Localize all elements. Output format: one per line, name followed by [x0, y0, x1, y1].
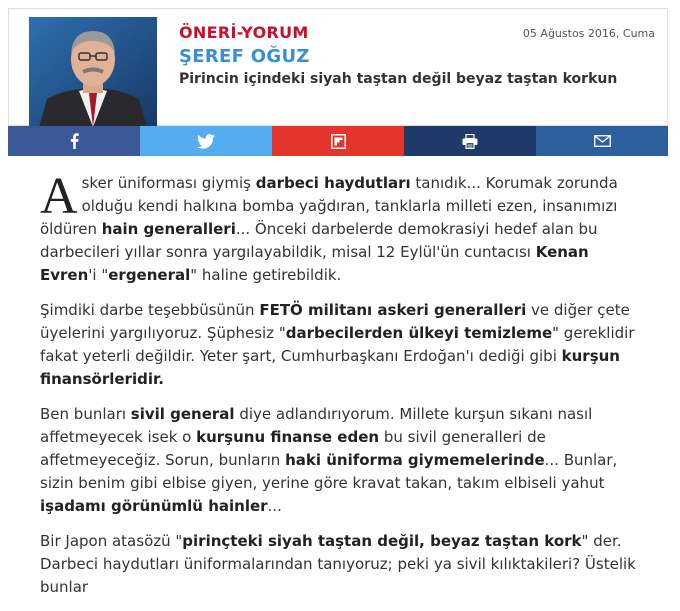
facebook-share-button[interactable]	[8, 126, 140, 156]
paragraph-2	[40, 299, 640, 391]
text: diye adlandırıyorum. Millete kurşun sıkanı nasıl affetmeyecek isek o	[40, 405, 593, 446]
flipboard-share-button[interactable]	[272, 126, 404, 156]
share-bar	[8, 126, 668, 156]
text: ... Önceki darbelerde demokrasiyi hedef alan bu darbecileri yıllar sonra yargılayabildik, misal 12 Eylül'ün cuntacısı	[40, 220, 598, 261]
bold-text: darbeci haydutları	[255, 174, 411, 192]
text: 'i "	[88, 266, 109, 284]
paragraph-3	[40, 403, 640, 518]
author-name[interactable]: ŞEREF OĞUZ	[179, 46, 310, 67]
print-button[interactable]	[404, 126, 536, 156]
bold-text: Kenan Evren	[40, 243, 589, 284]
text: sker üniforması giymiş	[81, 174, 256, 192]
bold-text: sivil general	[130, 405, 235, 423]
publish-date: 05 Ağustos 2016, Cuma	[522, 27, 655, 40]
article-header	[8, 8, 668, 126]
twitter-share-button[interactable]	[140, 126, 272, 156]
author-photo	[29, 17, 157, 127]
bold-text: hain generalleri	[101, 220, 236, 238]
flipboard-icon	[331, 134, 346, 149]
facebook-icon	[68, 133, 80, 149]
bold-text: haki üniforma giymemelerinde	[285, 451, 545, 469]
text: " haline getirebildik.	[190, 266, 342, 284]
twitter-icon	[197, 134, 215, 149]
text: ...	[267, 497, 282, 515]
print-icon	[462, 134, 478, 149]
paragraph-1	[40, 168, 640, 287]
article-headline: Pirincin içindeki siyah taştan değil beyaz taştan korkun	[179, 71, 618, 87]
text: ve diğer çete üyelerini yargılıyoruz. Şüphesiz "	[40, 301, 630, 342]
text: " der. Darbeci haydutları üniformalarından tanıyoruz; peki ya sivil kılıktakileri? Üstelik bunlar	[40, 532, 636, 596]
text: Şimdiki darbe teşebbüsünün	[40, 301, 260, 319]
category-label: ÖNERİ-YORUM	[179, 23, 309, 42]
bold-text: işadamı görünümlü hainler	[40, 497, 268, 515]
bold-text: kurşun finansörleridir.	[40, 347, 620, 388]
drop-cap: A	[40, 168, 78, 225]
email-icon	[594, 135, 611, 147]
bold-text: kurşunu finanse eden	[196, 428, 380, 446]
text: ... Bunlar, sizin benim gibi elbise giyen, yerine göre kravat takan, takım elbiseli yahut	[40, 451, 618, 492]
paragraph-4	[40, 530, 640, 599]
text: " gereklidir fakat yeterli değildir. Yeter şart, Cumhurbaşkanı Erdoğan'ı dediği gibi	[40, 324, 635, 365]
bold-text: pirinçteki siyah taştan değil, beyaz taştan kork	[182, 532, 582, 550]
text: Ben bunları	[40, 405, 131, 423]
bold-text: FETÖ militanı askeri generalleri	[259, 301, 527, 319]
bold-text: ergeneral	[108, 266, 191, 284]
article-body	[40, 168, 640, 611]
email-share-button[interactable]	[536, 126, 668, 156]
text: bu sivil generalleri de affetmeyeceğiz. Sorun, bunların	[40, 428, 546, 469]
text: tanıdık... Korumak zorunda olduğu kendi halkına bomba yağdıran, tanklarla milleti ezen, insanımızı öldüren	[40, 174, 618, 238]
bold-text: darbecilerden ülkeyi temizleme	[285, 324, 553, 342]
text: Bir Japon atasözü "	[40, 532, 183, 550]
